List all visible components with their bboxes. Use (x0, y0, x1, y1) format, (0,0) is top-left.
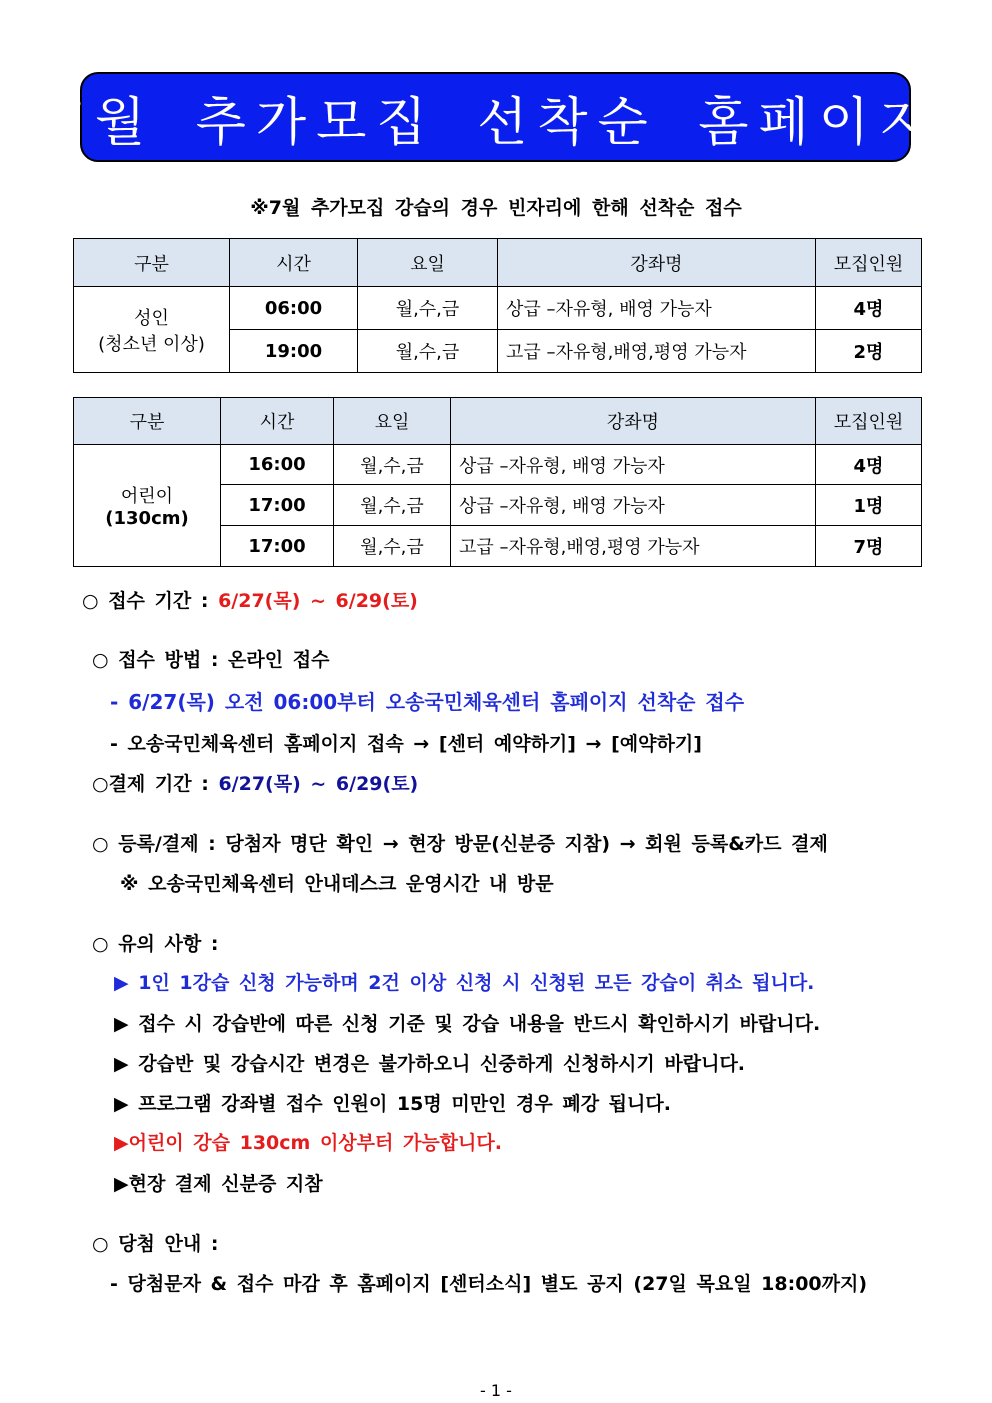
group-desc: (130cm) (105, 508, 189, 529)
group-cell (74, 287, 230, 373)
time-cell: 19:00 (230, 330, 358, 373)
course-cell: 고급 –자유형,배영,평영 가능자 (498, 330, 816, 373)
adult-class-table (73, 238, 922, 373)
table-row (74, 445, 922, 485)
course-cell: 고급 –자유형,배영,평영 가능자 (451, 526, 816, 567)
child-class-table (73, 397, 922, 567)
table-header-row (74, 239, 922, 287)
reception-period-value: 6/27(목) ~ 6/29(토) (218, 590, 418, 612)
group-desc: (청소년 이상) (98, 333, 205, 355)
reception-period (82, 586, 418, 613)
note-item: ▶ 접수 시 강습반에 따른 신청 기준 및 강습 내용을 반드시 확인하시기 바랍니다. (114, 1013, 821, 1035)
group-name: 성인 (134, 307, 169, 329)
registration-line2: ※ 오송국민체육센터 안내데스크 운영시간 내 방문 (120, 873, 554, 895)
winner-line1: - 당첨문자 & 접수 마감 후 홈페이지 [센터소식] 별도 공지 (27일 목요일 18:00까지) (110, 1273, 868, 1295)
note-item: ▶ 1인 1강습 신청 가능하며 2건 이상 신청 시 신청된 모든 강습이 취소 됩니다. (114, 972, 815, 994)
time-cell: 17:00 (221, 485, 334, 526)
note-item: ▶ 프로그램 강좌별 접수 인원이 15명 미만인 경우 폐강 됩니다. (114, 1093, 671, 1115)
count-cell: 4명 (816, 287, 922, 330)
winner-label: ○ 당첨 안내 : (92, 1233, 219, 1255)
reception-period-label: ○ 접수 기간 : (82, 590, 219, 612)
header-count: 모집인원 (816, 398, 922, 445)
notes-label: ○ 유의 사항 : (92, 933, 219, 955)
header-course: 강좌명 (498, 239, 816, 287)
header-category: 구분 (74, 398, 221, 445)
header-days: 요일 (334, 398, 451, 445)
reception-method-line1: - 6/27(목) 오전 06:00부터 오송국민체육센터 홈페이지 선착순 접수 (110, 690, 745, 714)
table-header-row (74, 398, 922, 445)
note-item: ▶현장 결제 신분증 지참 (114, 1173, 323, 1195)
days-cell: 월,수,금 (358, 287, 498, 330)
reception-method-line2: - 오송국민체육센터 홈페이지 접속 → [센터 예약하기] → [예약하기] (110, 733, 702, 755)
course-cell: 상급 –자유형, 배영 가능자 (451, 485, 816, 526)
header-category: 구분 (74, 239, 230, 287)
count-cell: 2명 (816, 330, 922, 373)
days-cell: 월,수,금 (334, 445, 451, 485)
header-time: 시간 (221, 398, 334, 445)
table-row (74, 287, 922, 330)
header-course: 강좌명 (451, 398, 816, 445)
days-cell: 월,수,금 (334, 485, 451, 526)
time-cell: 16:00 (221, 445, 334, 485)
header-time: 시간 (230, 239, 358, 287)
page-title: 7월 추가모집 선착순 홈페이지 (51, 92, 940, 153)
count-cell: 7명 (816, 526, 922, 567)
page-number: - 1 - (480, 1381, 512, 1400)
course-cell: 상급 –자유형, 배영 가능자 (451, 445, 816, 485)
time-cell: 17:00 (221, 526, 334, 567)
registration-line1: ○ 등록/결제 : 당첨자 명단 확인 → 현장 방문(신분증 지참) → 회원 등록&카드 결제 (92, 833, 828, 855)
days-cell: 월,수,금 (334, 526, 451, 567)
payment-period (92, 769, 418, 796)
note-item: ▶어린이 강습 130cm 이상부터 가능합니다. (114, 1132, 502, 1154)
count-cell: 1명 (816, 485, 922, 526)
time-cell: 06:00 (230, 287, 358, 330)
count-cell: 4명 (816, 445, 922, 485)
days-cell: 월,수,금 (358, 330, 498, 373)
payment-period-label: ○결제 기간 : (92, 773, 219, 795)
payment-period-value: 6/27(목) ~ 6/29(토) (218, 773, 419, 795)
reception-method-label: ○ 접수 방법 : 온라인 접수 (92, 649, 330, 671)
subtitle-note: ※7월 추가모집 강습의 경우 빈자리에 한해 선착순 접수 (250, 197, 742, 219)
course-cell: 상급 –자유형, 배영 가능자 (498, 287, 816, 330)
title-banner (51, 72, 940, 162)
group-name: 어린이 (120, 486, 174, 507)
header-count: 모집인원 (816, 239, 922, 287)
header-days: 요일 (358, 239, 498, 287)
note-item: ▶ 강습반 및 강습시간 변경은 불가하오니 신중하게 신청하시기 바랍니다. (114, 1053, 746, 1075)
group-cell (74, 445, 221, 567)
